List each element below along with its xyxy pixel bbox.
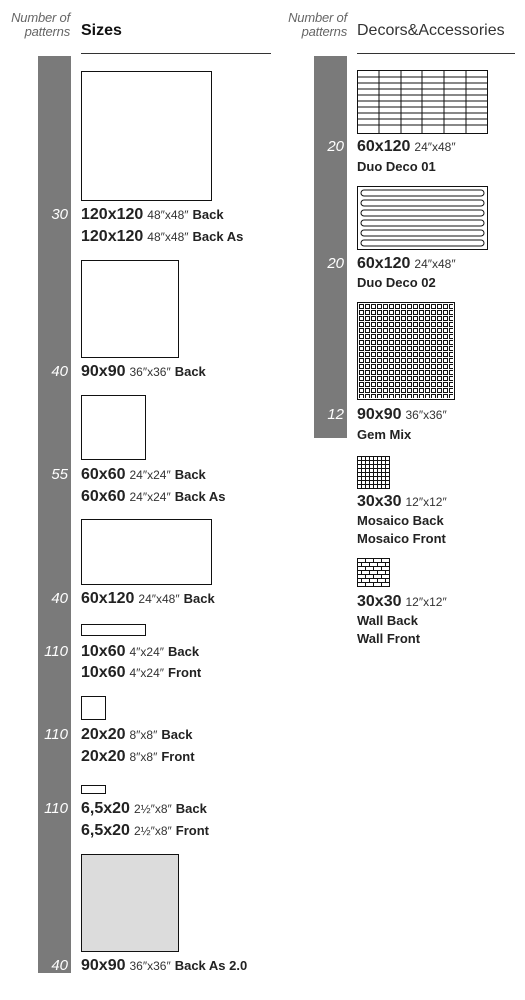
left-count-bar (38, 56, 71, 973)
pattern-count: 20 (327, 255, 344, 272)
size-line: 20x20 8″x8″ Front (81, 748, 195, 765)
pattern-count: 40 (51, 957, 68, 974)
size-line: 60x60 24″x24″ Back (81, 466, 206, 483)
size-line: 6,5x20 2½″x8″ Front (81, 822, 210, 839)
size-line: 60x120 24″x48″ (357, 255, 456, 272)
size-line: 10x60 4″x24″ Back (81, 643, 200, 660)
tile-90x90 (81, 260, 179, 358)
tile-60x120 (81, 519, 212, 585)
decor-name: Duo Deco 02 (357, 275, 436, 290)
tile-6-5x20 (81, 785, 106, 794)
right-header-rule (357, 53, 515, 54)
right-header-number-of-patterns: Number of patterns (288, 10, 347, 39)
left-header-rule (81, 53, 271, 54)
size-line: 60x60 24″x24″ Back As (81, 488, 226, 505)
gem-mix-tile (357, 302, 455, 400)
decor-name: Mosaico Front (357, 531, 446, 546)
decor-name: Mosaico Back (357, 513, 444, 528)
duo-deco-01-tile (357, 70, 488, 134)
decor-name: Wall Back (357, 613, 418, 628)
size-line: 30x30 12″x12″ (357, 593, 447, 610)
tile-90x90-back-as-2 (81, 854, 179, 952)
decor-name: Gem Mix (357, 427, 412, 442)
pattern-count: 110 (44, 726, 68, 743)
size-line: 90x90 36″x36″ Back (81, 363, 206, 380)
tile-120x120 (81, 71, 212, 201)
left-header-title: Sizes (81, 22, 122, 39)
pattern-count: 20 (327, 138, 344, 155)
tile-20x20 (81, 696, 106, 720)
size-line: 120x120 48″x48″ Back As (81, 228, 244, 245)
pattern-count: 40 (51, 363, 68, 380)
size-line: 60x120 24″x48″ (357, 138, 456, 155)
size-line: 60x120 24″x48″ Back (81, 590, 215, 607)
left-header-number-of-patterns: Number of patterns (11, 10, 70, 39)
tile-60x60 (81, 395, 146, 460)
pattern-count: 40 (51, 590, 68, 607)
wall-tile (357, 558, 390, 587)
size-line: 90x90 36″x36″ (357, 406, 447, 423)
pattern-count: 55 (51, 466, 68, 483)
pattern-count: 12 (327, 406, 344, 423)
mosaico-tile (357, 456, 390, 489)
size-line: 30x30 12″x12″ (357, 493, 447, 510)
pattern-count: 110 (44, 800, 68, 817)
size-line: 20x20 8″x8″ Back (81, 726, 193, 743)
right-header-title: Decors&Accessories (357, 22, 505, 39)
right-count-bar (314, 56, 347, 438)
decor-name: Duo Deco 01 (357, 159, 436, 174)
size-line: 90x90 36″x36″ Back As 2.0 (81, 957, 248, 974)
duo-deco-02-tile (357, 186, 488, 250)
tile-10x60 (81, 624, 146, 636)
size-line: 120x120 48″x48″ Back (81, 206, 224, 223)
pattern-count: 30 (51, 206, 68, 223)
size-line: 10x60 4″x24″ Front (81, 664, 202, 681)
decor-name: Wall Front (357, 631, 421, 646)
pattern-count: 110 (44, 643, 68, 660)
size-line: 6,5x20 2½″x8″ Back (81, 800, 207, 817)
